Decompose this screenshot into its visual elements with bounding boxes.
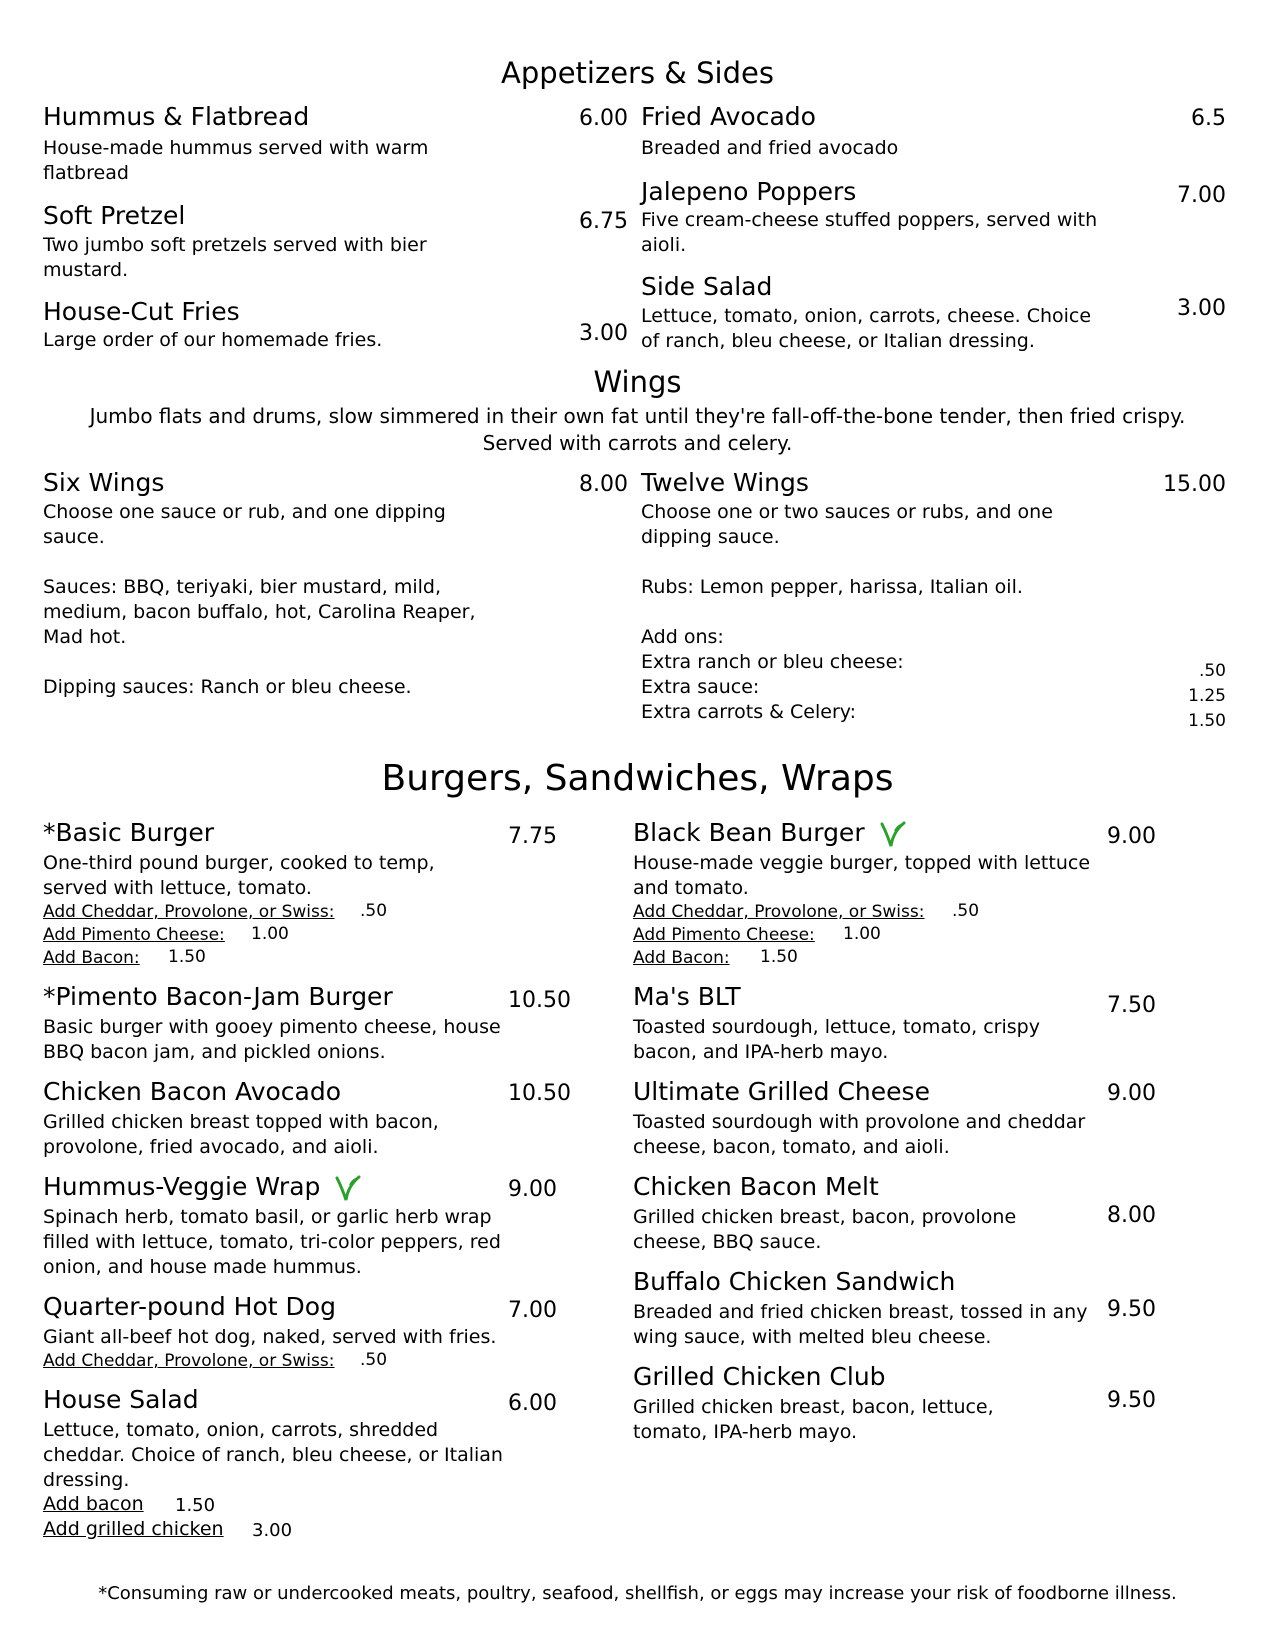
item-desc-mas-blt: Toasted sourdough, lettuce, tomato, crispy bacon, and IPA-herb mayo. [633,1016,1040,1063]
addon-price: 1.50 [175,1495,216,1516]
item-desc-hot-dog: Giant all-beef hot dog, naked, served with fries. [43,1326,497,1348]
item-desc-avocado: Breaded and fried avocado [641,137,899,159]
addon-price: .50 [952,901,980,921]
item-price-buffalo-chicken: 9.50 [1107,1297,1156,1322]
addon-label: Add Bacon: [43,948,140,968]
vegetarian-leaf-icon [334,1174,362,1202]
addon-row [43,1518,224,1541]
burgers-title: Burgers, Sandwiches, Wraps [381,758,894,799]
item-name-grilled-cheese: Ultimate Grilled Cheese [633,1077,930,1106]
item-price-fries: 3.00 [579,321,628,346]
item-price-pimento-burger: 10.50 [508,988,571,1013]
item-desc-hummus: House-made hummus served with warm flatbread [43,137,429,184]
addon-row [43,924,225,947]
item-price-poppers: 7.00 [1177,183,1226,208]
item-price-mas-blt: 7.50 [1107,993,1156,1018]
item-price-twelve-wings: 15.00 [1163,472,1226,497]
item-name-house-salad: House Salad [43,1385,199,1414]
addon-price: 1.50 [168,947,206,967]
item-desc-fries: Large order of our homemade fries. [43,329,383,351]
item-name-avocado: Fried Avocado [641,102,816,131]
item-name-mas-blt: Ma's BLT [633,982,741,1011]
item-name-grilled-chicken-club: Grilled Chicken Club [633,1362,886,1391]
addon-label: Add bacon [43,1493,144,1515]
addon-price: 3.00 [252,1520,293,1541]
item-desc-buffalo-chicken: Breaded and fried chicken breast, tossed in any wing sauce, with melted bleu cheese. [633,1301,1088,1348]
item-desc-pretzel: Two jumbo soft pretzels served with bier mustard. [43,234,427,281]
item-name-twelve-wings: Twelve Wings [641,468,809,497]
wing-rubs: Rubs: Lemon pepper, harissa, Italian oil. [641,576,1023,598]
item-name-side-salad: Side Salad [641,272,773,301]
item-desc-side-salad: Lettuce, tomato, onion, carrots, cheese. Choice of ranch, bleu cheese, or Italian dressing. [641,305,1092,352]
item-name-hummus-wrap [43,1172,362,1202]
item-desc-hummus-wrap: Spinach herb, tomato basil, or garlic herb wrap filled with lettuce, tomato, tri-color peppers, red onion, and house made hummus. [43,1206,501,1278]
item-name-six-wings: Six Wings [43,468,165,497]
item-price-side-salad: 3.00 [1177,296,1226,321]
item-desc-grilled-cheese: Toasted sourdough with provolone and cheddar cheese, bacon, tomato, and aioli. [633,1111,1086,1158]
wing-addon-price: 1.50 [1188,711,1226,731]
item-price-basic-burger: 7.75 [508,824,557,849]
wing-addon-label: Extra sauce: [641,676,760,698]
item-price-grilled-chicken-club: 9.50 [1107,1388,1156,1413]
item-price-chicken-bacon-avocado: 10.50 [508,1081,571,1106]
item-desc-twelve-wings: Choose one or two sauces or rubs, and one dipping sauce. [641,501,1053,548]
wings-title: Wings [593,365,682,399]
addon-price: .50 [360,901,388,921]
addon-row [43,1493,144,1516]
footnote: *Consuming raw or undercooked meats, poultry, seafood, shellfish, or eggs may increase your risk of foodborne illness. [98,1583,1177,1604]
item-price-grilled-cheese: 9.00 [1107,1081,1156,1106]
item-name-chicken-bacon-avocado: Chicken Bacon Avocado [43,1077,342,1106]
wing-sauces: Sauces: BBQ, teriyaki, bier mustard, mild, medium, bacon buffalo, hot, Carolina Reaper, Mad hot. [43,576,476,648]
addon-row [633,901,924,924]
item-desc-grilled-chicken-club: Grilled chicken breast, bacon, lettuce, tomato, IPA-herb mayo. [633,1396,994,1443]
addon-label: Add Pimento Cheese: [633,925,815,945]
item-price-avocado: 6.5 [1191,106,1226,131]
wing-addon-price: .50 [1198,661,1226,681]
item-desc-poppers: Five cream-cheese stuffed poppers, served with aioli. [641,209,1098,256]
addon-label: Add Cheddar, Provolone, or Swiss: [43,1351,335,1371]
item-name-black-bean-burger [633,818,907,848]
addon-label: Add Pimento Cheese: [43,925,225,945]
addon-price: 1.50 [760,947,798,967]
addon-label: Add Bacon: [633,948,730,968]
addon-price: .50 [360,1350,388,1370]
wing-addon-label: Extra ranch or bleu cheese: [641,651,904,673]
item-price-six-wings: 8.00 [579,472,628,497]
item-price-house-salad: 6.00 [508,1391,557,1416]
item-desc-black-bean-burger: House-made veggie burger, topped with lettuce and tomato. [633,852,1091,899]
item-name-buffalo-chicken: Buffalo Chicken Sandwich [633,1267,956,1296]
wings-intro: Jumbo flats and drums, slow simmered in their own fat until they're fall-off-the-bone tender, then fried crispy. Served with carrots and celery. [89,404,1186,455]
item-name-chicken-bacon-melt: Chicken Bacon Melt [633,1172,879,1201]
item-desc-basic-burger: One-third pound burger, cooked to temp, served with lettuce, tomato. [43,852,435,899]
item-price-hot-dog: 7.00 [508,1298,557,1323]
wing-dipping-sauces: Dipping sauces: Ranch or bleu cheese. [43,676,412,698]
addon-row [633,947,730,970]
addon-row [633,924,815,947]
wing-addons-label: Add ons: [641,626,724,648]
addon-label: Add grilled chicken [43,1518,224,1540]
item-name-basic-burger: *Basic Burger [43,818,214,847]
addon-label: Add Cheddar, Provolone, or Swiss: [43,902,335,922]
item-name-poppers: Jalepeno Poppers [641,177,857,206]
wing-addon-label: Extra carrots & Celery: [641,701,857,723]
item-name-pimento-burger: *Pimento Bacon-Jam Burger [43,982,393,1011]
addon-row [43,947,140,970]
item-desc-chicken-bacon-melt: Grilled chicken breast, bacon, provolone cheese, BBQ sauce. [633,1206,1017,1253]
item-desc-six-wings: Choose one sauce or rub, and one dipping sauce. [43,501,446,548]
vegetarian-leaf-icon [879,820,907,848]
addon-price: 1.00 [251,924,289,944]
item-name-fries: House-Cut Fries [43,297,240,326]
item-name-hummus: Hummus & Flatbread [43,102,310,131]
wing-addon-price: 1.25 [1188,686,1226,706]
item-price-hummus-wrap: 9.00 [508,1177,557,1202]
item-desc-chicken-bacon-avocado: Grilled chicken breast topped with bacon, provolone, fried avocado, and aioli. [43,1111,439,1158]
item-desc-house-salad: Lettuce, tomato, onion, carrots, shredded cheddar. Choice of ranch, bleu cheese, or Italian dressing. [43,1419,503,1491]
item-name-pretzel: Soft Pretzel [43,201,186,230]
addon-row [43,901,334,924]
item-name-hummus-wrap-text: Hummus-Veggie Wrap [43,1172,321,1201]
item-desc-pimento-burger: Basic burger with gooey pimento cheese, house BBQ bacon jam, and pickled onions. [43,1016,501,1063]
addon-label: Add Cheddar, Provolone, or Swiss: [633,902,925,922]
item-name-black-bean-burger-text: Black Bean Burger [633,818,865,847]
addon-price: 1.00 [843,924,881,944]
item-price-pretzel: 6.75 [579,209,628,234]
item-price-black-bean-burger: 9.00 [1107,824,1156,849]
item-price-hummus: 6.00 [579,106,628,131]
item-name-hot-dog: Quarter-pound Hot Dog [43,1292,336,1321]
appetizers-title: Appetizers & Sides [501,56,774,90]
item-price-chicken-bacon-melt: 8.00 [1107,1203,1156,1228]
addon-row [43,1350,334,1373]
